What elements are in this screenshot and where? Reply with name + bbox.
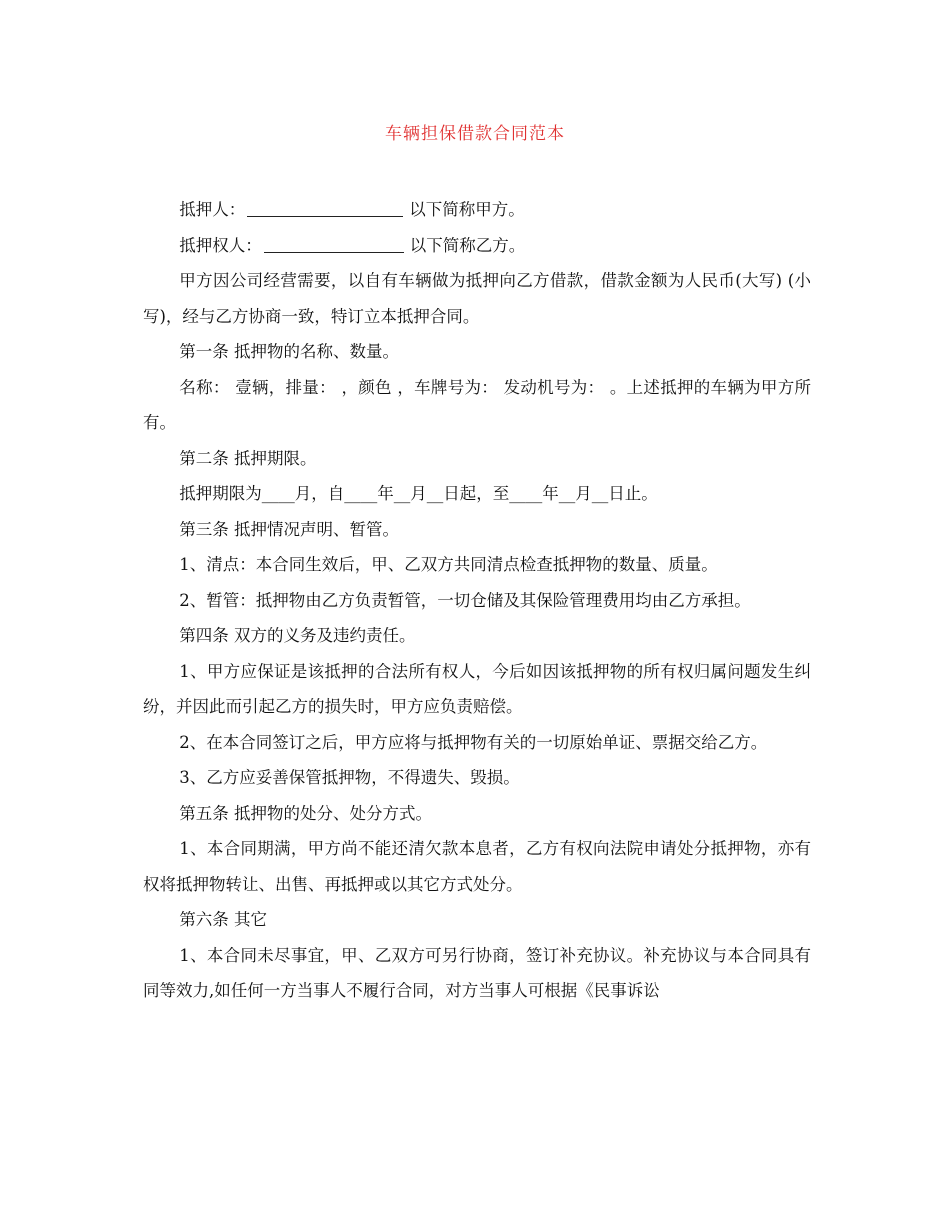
paragraph: 1、本合同未尽事宜，甲、乙双方可另行协商，签订补充协议。补充协议与本合同具有同等效力,如任何一方当事人不履行合同，对方当事人可根据《民事诉讼 <box>143 945 811 1000</box>
paragraph: 2、在本合同签订之后，甲方应将与抵押物有关的一切原始单证、票据交给乙方。 <box>179 732 768 752</box>
pledgor-suffix: 以下简称甲方。 <box>409 200 525 219</box>
pledgor-label: 抵押人： <box>179 200 246 219</box>
paragraph: 1、本合同期满，甲方尚不能还清欠款本息者，乙方有权向法院申请处分抵押物，亦有权将抵押物转让、出售、再抵押或以其它方式处分。 <box>143 839 811 894</box>
pledgor-line <box>143 192 811 228</box>
pledgee-label: 抵押权人： <box>179 235 262 255</box>
pledgee-line <box>143 228 811 264</box>
section-heading: 第四条 双方的义务及违约责任。 <box>179 626 416 645</box>
pledgor-blank <box>247 198 403 217</box>
paragraph: 1、清点：本合同生效后，甲、乙双方共同清点检查抵押物的数量、质量。 <box>179 555 718 574</box>
paragraph: 3、乙方应妥善保管抵押物，不得遗失、毁损。 <box>179 768 520 787</box>
section-heading: 第六条 其它 <box>179 910 268 929</box>
paragraph: 名称： 壹辆，排量： ，颜色 ，车牌号为： 发动机号为： 。上述抵押的车辆为甲方所有。 <box>143 377 811 432</box>
section-heading: 第五条 抵押物的处分、处分方式。 <box>179 803 433 823</box>
paragraph: 2、暂管：抵押物由乙方负责暂管，一切仓储及其保险管理费用均由乙方承担。 <box>179 590 751 610</box>
section-heading: 第三条 抵押情况声明、暂管。 <box>179 519 400 539</box>
section-heading: 第二条 抵押期限。 <box>179 448 317 468</box>
paragraph: 1、甲方应保证是该抵押的合法所有权人，今后如因该抵押物的所有权归属问题发生纠纷，并因此而引起乙方的损失时，甲方应负责赔偿。 <box>143 661 811 716</box>
document-title: 车辆担保借款合同范本 <box>385 124 565 144</box>
document-body <box>143 192 811 1009</box>
paragraph: 抵押期限为____月，自____年__月__日起，至____年__月__日止。 <box>179 484 658 503</box>
pledgee-blank <box>264 234 404 253</box>
pledgee-suffix: 以下简称乙方。 <box>409 235 526 255</box>
section-heading: 第一条 抵押物的名称、数量。 <box>179 342 400 361</box>
paragraph: 甲方因公司经营需要，以自有车辆做为抵押向乙方借款，借款金额为人民币(大写) (小写)，经与乙方协商一致，特订立本抵押合同。 <box>143 271 811 326</box>
